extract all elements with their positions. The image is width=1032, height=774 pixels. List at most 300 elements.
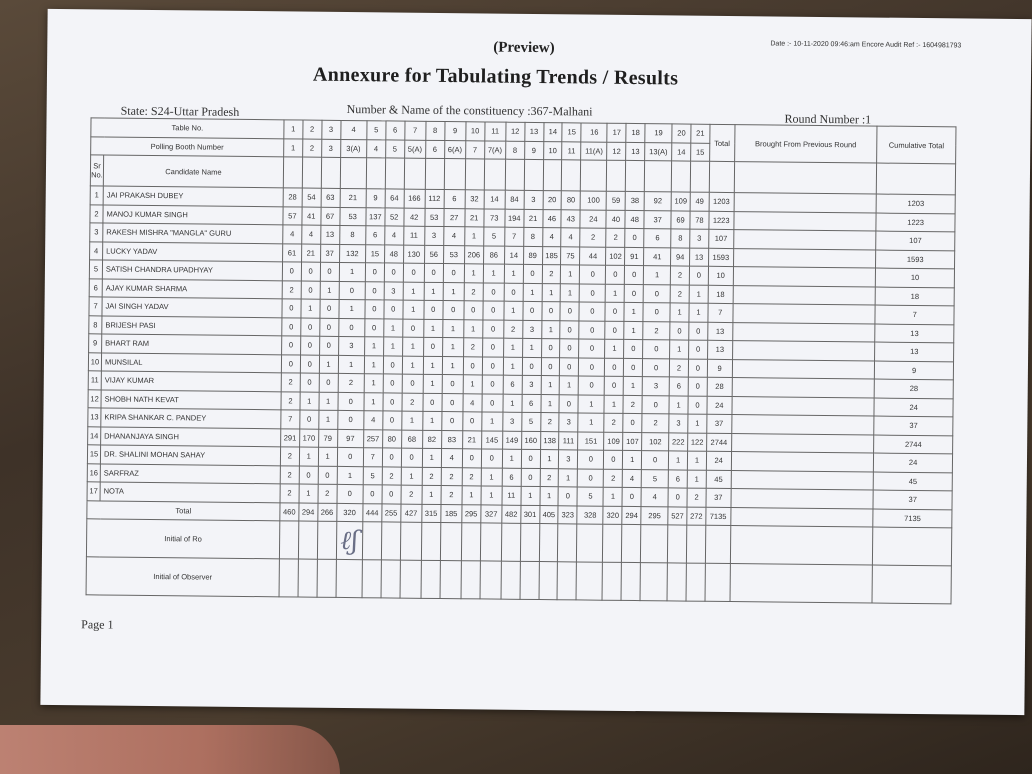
vote-cell: 291 [281,428,300,447]
vote-cell: 53 [425,208,444,227]
vote-cell: 54 [302,188,321,207]
vote-cell: 257 [363,429,382,448]
candidate-name: SARFRAZ [100,463,280,483]
signature-cell [461,561,480,599]
handwritten-signature: ℓʃ [340,525,359,556]
vote-cell: 4 [283,225,302,244]
table-no-cell: 6 [386,121,405,140]
vote-cell: 0 [579,283,605,302]
vote-cell: 21 [462,430,481,449]
vote-cell: 2 [604,469,623,488]
vote-cell: 0 [402,319,423,338]
vote-cell: 1 [424,282,443,301]
row-cumulative: 10 [876,268,955,287]
total-cell: 294 [622,506,641,525]
vote-cell: 7 [505,227,524,246]
empty-cell [385,158,404,189]
vote-cell: 56 [424,245,443,264]
vote-cell: 1 [319,392,338,411]
vote-cell: 0 [365,300,384,319]
vote-cell: 2 [441,486,462,505]
vote-cell: 2 [401,485,422,504]
round-label: Round Number :1 [784,111,872,127]
vote-cell: 2 [422,467,441,486]
vote-cell: 7 [281,410,300,429]
row-total: 18 [708,285,733,304]
vote-cell: 2 [540,468,559,487]
row-total: 13 [708,322,733,341]
vote-cell: 0 [300,410,319,429]
vote-cell: 7 [363,448,382,467]
candidate-name: BRIJESH PASI [102,315,282,335]
vote-cell: 130 [403,245,424,264]
table-no-cell: 4 [340,120,367,139]
document-sheet [40,9,1031,715]
sr-cell: 14 [88,426,101,445]
sr-cell: 8 [89,315,102,334]
candidate-name: NOTA [100,482,280,502]
empty-cell [366,158,385,189]
signature-cell [317,521,336,559]
vote-cell: 100 [580,191,606,210]
initial-ro-label: Initial of Ro [86,519,279,559]
booth-no-cell: 2 [302,139,321,158]
vote-cell: 5 [577,487,603,506]
vote-cell: 1 [481,467,502,486]
vote-cell: 160 [521,431,540,450]
table-no-cell: 7 [404,121,425,140]
vote-cell: 1 [422,485,441,504]
vote-cell: 0 [338,318,365,337]
results-table [86,117,957,604]
vote-cell: 28 [283,188,302,207]
vote-cell: 0 [605,302,624,321]
row-cumulative: 1593 [876,250,955,269]
row-cumulative: 18 [875,287,954,306]
vote-cell: 0 [482,393,503,412]
vote-cell: 89 [523,246,542,265]
vote-cell: 0 [689,322,708,341]
signature-cell [686,563,705,601]
vote-cell: 14 [484,190,505,209]
empty-cell [562,160,581,191]
empty-cell [505,159,524,190]
vote-cell: 0 [688,396,707,415]
vote-cell: 2 [642,414,669,433]
vote-cell: 0 [560,339,579,358]
signature-cell [501,523,520,561]
signature-cell [381,522,400,560]
vote-cell: 0 [668,488,687,507]
vote-cell: 6 [669,377,688,396]
total-cell: 294 [299,503,318,522]
vote-cell: 0 [605,376,624,395]
signature-cell [400,560,422,598]
vote-cell: 1 [502,449,521,468]
thumb [0,725,340,774]
vote-cell: 3 [384,281,403,300]
vote-cell: 1 [464,319,483,338]
sr-cell: 2 [90,204,103,223]
preview-label: (Preview) [493,39,555,57]
signature-cell [336,521,363,559]
signature-cell [298,559,317,597]
signature-cell [602,562,621,600]
vote-cell: 1 [540,450,559,469]
candidate-name: JAI SINGH YADAV [102,297,282,317]
total-cell: 328 [577,505,603,524]
vote-cell: 0 [301,262,320,281]
vote-cell: 0 [689,266,708,285]
vote-cell: 0 [365,281,384,300]
sr-cell: 6 [89,278,102,297]
signature-cell [539,562,558,600]
table-no-cell: 14 [543,123,562,142]
vote-cell: 94 [671,247,690,266]
vote-cell: 0 [424,263,443,282]
vote-cell: 149 [502,431,521,450]
vote-cell: 0 [383,355,402,374]
vote-cell: 0 [541,339,560,358]
vote-cell: 1 [669,395,688,414]
signature-cell [557,562,576,600]
vote-cell: 1 [503,394,522,413]
signature-cell [667,563,686,601]
vote-cell: 83 [441,430,462,449]
vote-cell: 61 [282,243,301,262]
vote-cell: 0 [523,301,542,320]
candidate-name: VIJAY KUMAR [101,371,281,391]
vote-cell: 6 [522,394,541,413]
table-no-cell: 15 [562,123,581,142]
vote-cell: 0 [623,413,642,432]
vote-cell: 1 [670,340,689,359]
vote-cell: 3 [522,375,541,394]
vote-cell: 48 [384,244,403,263]
empty-cell [644,161,671,192]
signature-cell [705,525,730,563]
vote-cell: 2 [462,467,481,486]
signature-cell [279,521,298,559]
vote-cell: 0 [642,451,669,470]
vote-cell: 2 [402,393,423,412]
vote-cell: 0 [301,281,320,300]
vote-cell: 0 [383,392,402,411]
vote-cell: 37 [320,244,339,263]
booth-no-cell: 6 [425,140,444,159]
vote-cell: 185 [542,246,561,265]
candidate-name: MANOJ KUMAR SINGH [103,204,283,224]
empty-cell [877,163,956,195]
vote-cell: 0 [482,375,503,394]
sr-cell: 15 [87,445,100,464]
vote-cell: 91 [625,247,644,266]
vote-cell: 1 [463,375,482,394]
vote-cell: 107 [623,432,642,451]
empty-cell [671,161,690,192]
row-cumulative: 107 [876,231,955,250]
booth-no-cell: 3 [321,139,340,158]
signature-cell [668,525,687,563]
vote-cell: 0 [579,320,605,339]
table-no-cell: 21 [691,124,710,143]
empty-cell [283,157,302,188]
vote-cell: 1 [670,303,689,322]
vote-cell: 1 [299,484,318,503]
vote-cell: 6 [502,468,521,487]
vote-cell: 1 [364,337,383,356]
row-cumulative: 45 [874,472,953,491]
vote-cell: 194 [505,209,524,228]
total-cell: 444 [363,503,382,522]
initial-observer-label: Initial of Observer [86,557,279,597]
row-cumulative: 7 [875,305,954,324]
candidate-name: MUNSILAL [101,352,281,372]
vote-cell: 1 [542,283,561,302]
vote-cell: 0 [318,466,337,485]
booth-no-cell: 12 [607,142,626,161]
vote-cell: 0 [300,373,319,392]
vote-cell: 0 [578,450,604,469]
vote-cell: 59 [607,191,626,210]
row-cumulative: 1223 [876,213,955,232]
table-no-cell: 13 [524,122,543,141]
sr-cell: 16 [87,463,100,482]
vote-cell: 1 [578,413,604,432]
vote-cell: 0 [643,340,670,359]
vote-cell: 8 [671,229,690,248]
vote-cell: 6 [644,229,671,248]
signature-cell [873,527,952,566]
vote-cell: 151 [578,431,604,450]
row-brought [733,248,876,268]
signature-cell [317,559,336,597]
row-brought [733,230,876,250]
vote-cell: 3 [690,229,709,248]
vote-cell: 0 [605,321,624,340]
table-no-cell: 19 [645,124,672,143]
empty-cell [444,159,465,190]
empty-cell [340,157,367,188]
table-no-cell: 5 [367,121,386,140]
vote-cell: 1 [318,447,337,466]
total-cell: 301 [520,505,539,524]
vote-cell: 75 [561,246,580,265]
empty-cell [543,160,562,191]
signature-cell [440,523,462,561]
vote-cell: 1 [687,470,706,489]
vote-cell: 0 [624,284,643,303]
vote-cell: 4 [384,226,403,245]
vote-cell: 0 [423,393,442,412]
vote-cell: 1 [483,264,504,283]
vote-cell: 1 [521,486,540,505]
vote-cell: 3 [524,190,543,209]
vote-cell: 5 [363,466,382,485]
candidate-name: SHOBH NATH KEVAT [101,389,281,409]
signature-cell [558,524,577,562]
vote-cell: 0 [688,359,707,378]
vote-cell: 1 [364,392,383,411]
vote-cell: 0 [383,411,402,430]
vote-cell: 1 [604,395,623,414]
vote-cell: 132 [339,244,366,263]
signature-cell [381,560,400,598]
vote-cell: 15 [365,244,384,263]
vote-cell: 49 [690,192,709,211]
signature-cell [440,561,462,599]
vote-cell: 0 [604,450,623,469]
vote-cell: 0 [319,373,338,392]
vote-cell: 6 [366,226,385,245]
vote-cell: 84 [505,190,524,209]
vote-cell: 1 [688,414,707,433]
constituency-label: Number & Name of the constituency :367-Malhani [346,102,593,119]
row-cumulative: 28 [874,379,953,398]
vote-cell: 0 [319,318,338,337]
row-total: 7 [708,303,733,322]
vote-cell: 11 [403,226,424,245]
row-cumulative: 13 [875,324,954,343]
signature-cell [520,523,539,561]
vote-cell: 1 [605,339,624,358]
vote-cell: 2 [280,465,299,484]
vote-cell: 3 [424,226,443,245]
row-cumulative: 1203 [876,194,955,213]
vote-cell: 2 [643,321,670,340]
vote-cell: 0 [577,468,603,487]
vote-cell: 0 [441,412,462,431]
vote-cell: 137 [366,207,385,226]
vote-cell: 1 [402,337,423,356]
vote-cell: 1 [560,376,579,395]
signature-cell [686,525,705,563]
booth-no-cell: 5 [385,139,404,158]
table-no-cell: 20 [672,124,691,143]
vote-cell: 0 [606,265,625,284]
vote-cell: 2 [687,488,706,507]
vote-cell: 0 [382,485,401,504]
row-total: 37 [706,488,731,507]
vote-cell: 0 [605,358,624,377]
vote-cell: 63 [321,188,340,207]
vote-cell: 40 [606,210,625,229]
row-cumulative: 13 [875,342,954,361]
vote-cell: 0 [559,394,578,413]
vote-cell: 2 [281,373,300,392]
signature-cell [640,563,667,601]
row-cumulative: 24 [874,398,953,417]
vote-cell: 2 [441,467,462,486]
page-number: Page 1 [81,617,114,632]
vote-cell: 1 [364,355,383,374]
vote-cell: 1 [522,338,541,357]
booth-no-cell: 4 [366,139,385,158]
vote-cell: 1 [320,281,339,300]
vote-cell: 1 [541,394,560,413]
row-brought [732,378,875,398]
vote-cell: 0 [423,337,442,356]
vote-cell: 1 [402,356,423,375]
row-brought [731,452,874,472]
vote-cell: 41 [644,247,671,266]
vote-cell: 0 [365,318,384,337]
vote-cell: 0 [443,301,464,320]
vote-cell: 0 [282,299,301,318]
vote-cell: 38 [625,191,644,210]
candidate-name: DHANANJAYA SINGH [101,426,281,446]
vote-cell: 0 [579,339,605,358]
vote-cell: 0 [504,283,523,302]
signature-cell [421,560,440,598]
signature-cell [539,524,558,562]
vote-cell: 0 [580,265,606,284]
state-label: State: S24-Uttar Pradesh [120,103,240,119]
vote-cell: 1 [503,357,522,376]
vote-cell: 0 [320,262,339,281]
vote-cell: 1 [462,486,481,505]
vote-cell: 3 [522,320,541,339]
vote-cell: 0 [300,355,319,374]
vote-cell: 44 [580,246,606,265]
vote-cell: 1 [401,467,422,486]
vote-cell: 1 [504,264,523,283]
vote-cell: 1 [423,356,442,375]
empty-cell [690,161,709,192]
vote-cell: 6 [503,375,522,394]
vote-cell: 9 [366,189,385,208]
row-brought [731,470,874,490]
sr-cell: 13 [88,408,101,427]
table-no-cell: 16 [581,123,607,142]
total-cell: 272 [687,507,706,526]
vote-cell: 0 [463,412,482,431]
vote-cell: 4 [302,225,321,244]
vote-cell: 0 [482,319,503,338]
vote-cell: 14 [504,246,523,265]
vote-cell: 1 [624,302,643,321]
vote-cell: 2 [604,413,623,432]
signature-cell [872,565,951,604]
vote-cell: 2 [382,466,401,485]
brought-header: Brought From Previous Round [734,125,877,163]
vote-cell: 0 [384,263,403,282]
vote-cell: 0 [382,448,401,467]
row-total: 24 [707,396,732,415]
signature-cell [298,521,317,559]
table-no-label: Table No. [91,118,284,139]
vote-cell: 2 [580,228,606,247]
grand-cumulative: 7135 [873,509,952,528]
empty-cell [465,159,484,190]
vote-cell: 1 [338,355,365,374]
total-cell: 320 [603,506,622,525]
row-brought [731,433,874,453]
vote-cell: 2 [281,391,300,410]
vote-cell: 1 [623,450,642,469]
signature-cell [400,522,422,560]
vote-cell: 82 [422,430,441,449]
vote-cell: 0 [403,263,424,282]
vote-cell: 0 [643,303,670,322]
vote-cell: 4 [623,469,642,488]
vote-cell: 46 [542,209,561,228]
vote-cell: 1 [523,283,542,302]
row-total: 13 [707,340,732,359]
vote-cell: 1 [541,376,560,395]
vote-cell: 0 [642,395,669,414]
cumulative-header: Cumulative Total [877,126,956,164]
